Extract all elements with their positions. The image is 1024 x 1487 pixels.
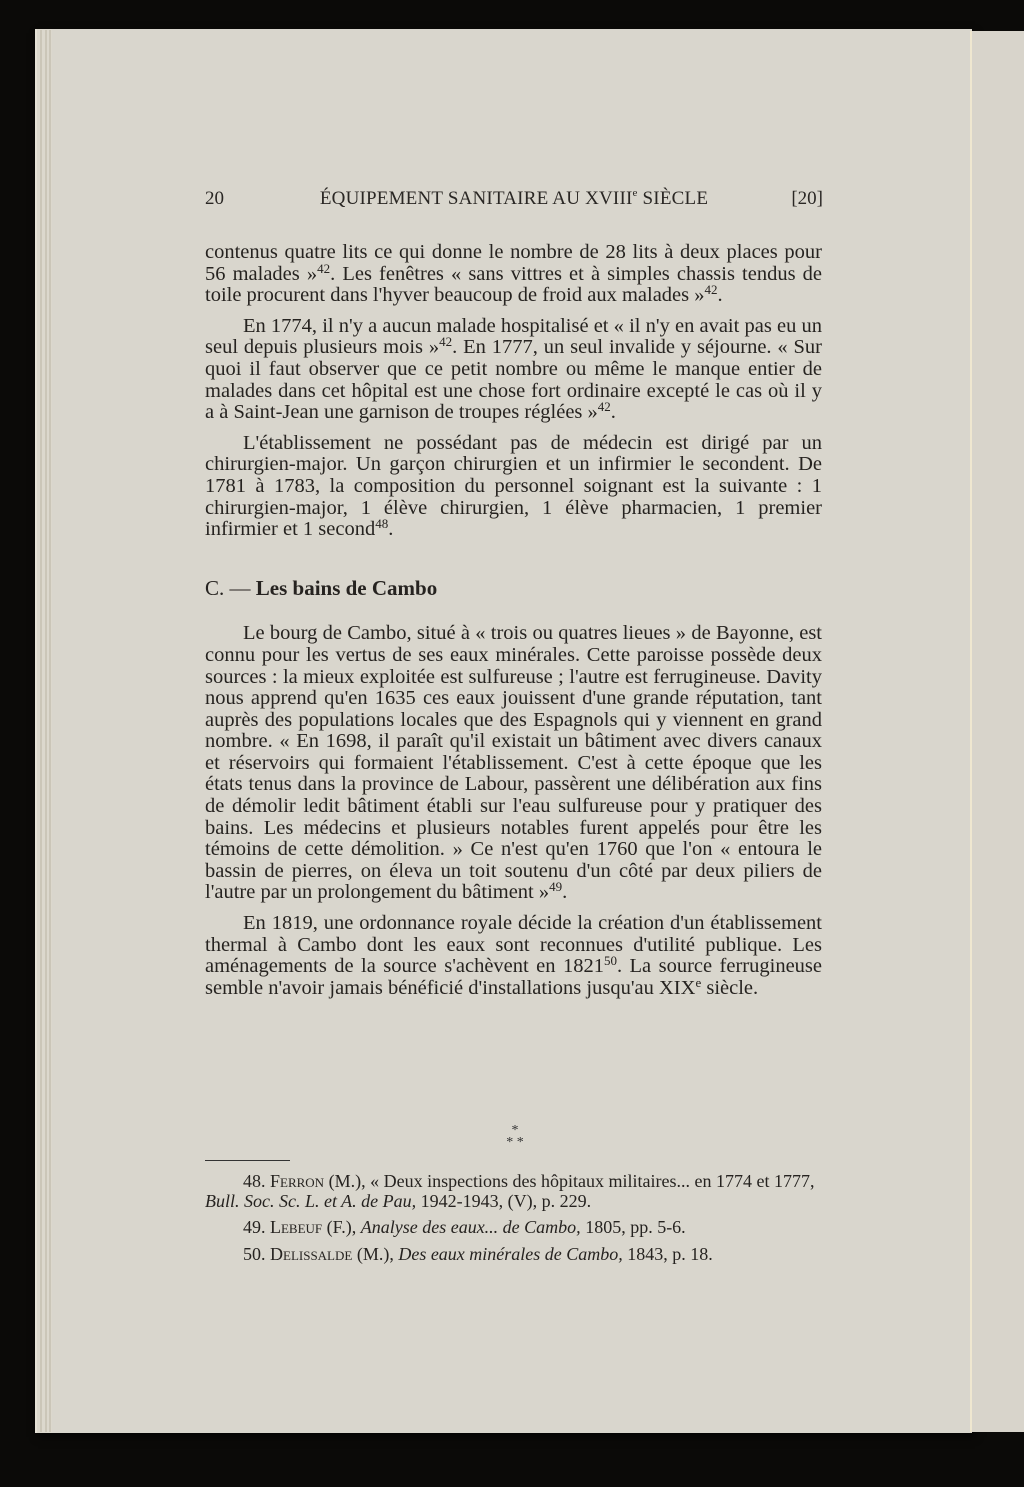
- section-heading: [205, 575, 822, 600]
- paragraphs-after-section: [205, 623, 822, 999]
- footnote-title: Analyse des eaux... de Cambo,: [360, 1217, 581, 1237]
- footnote-reference[interactable]: 49: [549, 879, 563, 895]
- footnote-initial: (M.),: [352, 1243, 399, 1264]
- paragraph-text: L'établissement ne possédant pas de médecin est dirigé par un chirurgien-major. Un garçon chirurgien et un infirmier le secondent. De 1781 à 1783, la composition du personnel soignant est la suivante : 1 chirurgien-major, 1 élève chirurgien, 1 élève pharmacien, 1 premier infirmier et 1 second: [205, 431, 822, 541]
- page-edge: [40, 30, 42, 1432]
- footnote-initial: (F.),: [322, 1217, 361, 1237]
- footnote-reference[interactable]: 48: [375, 516, 389, 532]
- footnote-author: Delissalde: [270, 1243, 353, 1264]
- paragraph: [205, 316, 822, 424]
- page-number: 20: [205, 188, 224, 209]
- footnote-number: 48.: [243, 1171, 270, 1191]
- footnote-number: 50.: [243, 1243, 270, 1264]
- footnote-reference[interactable]: 42: [704, 282, 718, 298]
- footnote: [205, 1172, 822, 1211]
- footnote-title: Bull. Soc. Sc. L. et A. de Pau,: [205, 1190, 417, 1211]
- asterism-bottom: * *: [506, 1135, 524, 1150]
- page-edge: [49, 30, 51, 1432]
- paragraph-text: En 1774, il n'y a aucun malade hospitalisé et « il n'y en avait pas eu un seul depuis plusieurs mois »: [205, 314, 822, 359]
- paragraph-text: En 1819, une ordonnance royale décide la création d'un établissement thermal à Cambo dont les eaux sont reconnues d'utilité publique. Les aménagements de la source s'achèvent en 1821: [205, 912, 822, 978]
- paragraph: [205, 433, 822, 541]
- running-title-end: SIÈCLE: [637, 188, 709, 209]
- paragraph-text: .: [717, 284, 723, 307]
- footnote: [205, 1218, 822, 1238]
- running-title-main: ÉQUIPEMENT SANITAIRE AU XVIII: [319, 188, 633, 209]
- paragraph-text: .: [610, 401, 616, 424]
- paragraph-text: . Les fenêtres « sans vittres et à simples chassis tendus de toile procurent dans l'hyver beaucoup de froid aux malades »: [205, 262, 823, 307]
- footnote-initial: (M.),: [324, 1171, 371, 1191]
- footnote-title: Des eaux minérales de Cambo,: [398, 1243, 623, 1264]
- footnote-reference[interactable]: 42: [597, 399, 611, 415]
- paragraph-text: contenus quatre lits ce qui donne le nombre de 28 lits à deux places pour 56 malades »: [205, 241, 822, 285]
- running-head: [205, 188, 823, 214]
- footnote-number: 49.: [243, 1217, 270, 1237]
- page-edge: [45, 30, 47, 1432]
- paragraph-text: . La source ferrugineuse semble n'avoir jamais bénéficié d'installations jusqu'au XIX: [205, 955, 822, 999]
- footnote-reference[interactable]: 42: [439, 334, 453, 350]
- paragraph-text: . En 1777, un seul invalide y séjourne. « Sur quoi il faut observer que ce petit nombre ou même le manque entier de malades dans cet hôpital est une chose fort ordinaire excepté le cas où il y a à Saint-Jean une garnison de troupes réglées »: [205, 336, 822, 424]
- footnote-details: 1843, p. 18.: [622, 1243, 713, 1264]
- footnote-reference[interactable]: 50: [603, 953, 617, 969]
- footnote-rule: [205, 1160, 290, 1161]
- paragraph-text: Le bourg de Cambo, situé à « trois ou quatres lieues » de Bayonne, est connu pour les vertus de ses eaux minérales. Cette paroisse possède deux sources : la mieux exploitée est sulfureuse ; l'autre est ferrugineuse. Davity nous apprend qu'en 1635 ces eaux jouissent d'une grande réputation, tant auprès des populations locales que des Espagnols qui y viennent en grand nombre. « En 1698, il paraît qu'il existait un bâtiment avec divers canaux et réservoirs qui formaient l'établissement. C'est à cette époque que les états tenus dans la province de Labour, passèrent une délibération aux fins de démolir ledit bâtiment établi sur l'eau sulfureuse pour y pratiquer des bains. Les médecins et plusieurs notables furent appelés pour être les témoins de cette démolition. » Ce n'est qu'en 1760 que l'on « entoura le bassin de pierres, on éleva un toit soutenu d'un côté par deux piliers de l'autre par un prolongement du bâtiment »: [205, 622, 822, 904]
- section-title: Les bains de Cambo: [255, 575, 438, 600]
- footnotes: [205, 1172, 822, 1271]
- footnote-details: 1942-1943, (V), p. 229.: [416, 1190, 592, 1211]
- footnote: [205, 1245, 822, 1265]
- running-title: [205, 188, 823, 210]
- section-letter: C. —: [205, 575, 251, 600]
- running-title-sup: e: [632, 187, 638, 199]
- paragraph: [205, 623, 822, 904]
- asterism: [495, 1125, 535, 1149]
- footnote-author: Ferron: [270, 1171, 325, 1191]
- bracket-page-number: [20]: [791, 188, 823, 209]
- paragraph-text: .: [388, 518, 394, 541]
- footnote-details: 1805, pp. 5-6.: [580, 1217, 686, 1237]
- body-text: [205, 242, 822, 1008]
- facing-page-edge: [970, 31, 1024, 1432]
- footnote-text: « Deux inspections des hôpitaux militaires... en 1774 et 1777,: [370, 1171, 815, 1191]
- asterism-top: *: [511, 1123, 519, 1138]
- footnote-author: Lebeuf: [270, 1217, 323, 1237]
- footnote-reference[interactable]: 42: [317, 260, 331, 276]
- paragraph-text: siècle.: [701, 976, 759, 999]
- footnote-reference[interactable]: e: [695, 974, 702, 990]
- paragraph-text: .: [562, 881, 568, 904]
- paragraphs-before-section: [205, 242, 822, 541]
- paragraph: [205, 913, 822, 999]
- paragraph: [205, 242, 822, 307]
